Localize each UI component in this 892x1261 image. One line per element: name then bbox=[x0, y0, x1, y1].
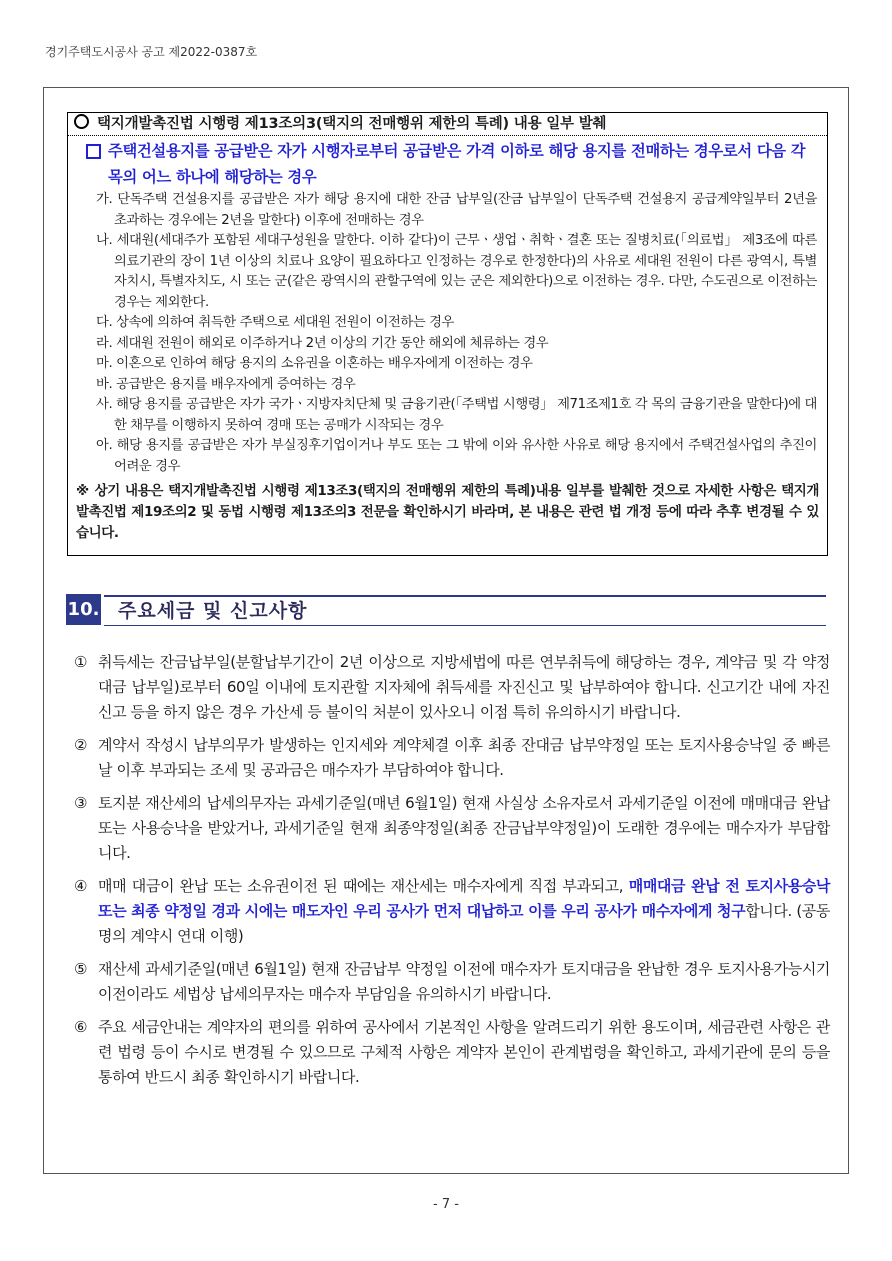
page-number: - 7 - bbox=[433, 1197, 459, 1212]
item-number: ④ bbox=[74, 877, 88, 895]
tax-item bbox=[70, 957, 830, 1007]
checkbox-bullet-icon bbox=[86, 144, 101, 159]
excerpt-item: 다. 상속에 의하여 취득한 주택으로 세대원 전원이 이전하는 경우 bbox=[96, 315, 455, 330]
excerpt-heading bbox=[86, 138, 819, 190]
item-highlight-text: 매매대금 완납 전 토지사용승낙 또는 최종 약정일 경과 시에는 매도자인 우리 공사가 먼저 대납하고 이를 우리 공사가 매수자에게 청구 bbox=[98, 877, 831, 920]
circle-bullet-icon bbox=[74, 114, 89, 129]
item-text: 주요 세금안내는 계약자의 편의를 위하여 공사에서 기본적인 사항을 알려드리기 위한 용도이며, 세금관련 사항은 관련 법령 등이 수시로 변경될 수 있으므로 구체적 사항은 계약자 본인이 관계법령을 확인하고, 과세기관에 문의 등을 통하여 반드시 최종 확인하시기 바랍니다. bbox=[98, 1018, 830, 1086]
tax-item bbox=[70, 874, 830, 949]
excerpt-title bbox=[68, 113, 827, 136]
item-text: 취득세는 잔금납부일(분할납부기간이 2년 이상으로 지방세법에 따른 연부취득에 해당하는 경우, 계약금 및 각 약정대금 납부일)로부터 60일 이내에 토지관할 지자체에 취득세를 자진신고 및 납부하여야 합니다. 신고기간 내에 자진신고 등을 하지 않은 경우 가산세 등 불이익 처분이 있사오니 이점 특히 유의하시기 바랍니다. bbox=[98, 653, 830, 721]
item-number: ⑤ bbox=[74, 960, 88, 978]
section-number-badge: 10. bbox=[66, 594, 101, 625]
tax-item bbox=[70, 733, 830, 783]
section-title: 주요세금 및 신고사항 bbox=[118, 600, 308, 622]
excerpt-heading-text: 주택건설용지를 공급받은 자가 시행자로부터 공급받은 가격 이하로 해당 용지를 전매하는 경우로서 다음 각 목의 어느 하나에 해당하는 경우 bbox=[108, 142, 806, 186]
item-text: 재산세 과세기준일(매년 6월1일) 현재 잔금납부 약정일 이전에 매수자가 토지대금을 완납한 경우 토지사용가능시기 이전이라도 세법상 납세의무자는 매수자 부담임을 유의하시기 바랍니다. bbox=[98, 960, 830, 1003]
excerpt-item: 라. 세대원 전원이 해외로 이주하거나 2년 이상의 기간 동안 해외에 체류하는 경우 bbox=[96, 335, 549, 351]
excerpt-item: 마. 이혼으로 인하여 해당 용지의 소유권을 이혼하는 배우자에게 이전하는 경우 bbox=[96, 356, 533, 371]
excerpt-item: 나. 세대원(세대주가 포함된 세대구성원을 말한다. 이하 같다)이 근무ㆍ생업ㆍ취학ㆍ결혼 또는 질병치료(「의료법」 제3조에 따른 의료기관의 장이 1년 이상의 치료나 요양이 필요하다고 인정하는 경우로 한정한다)의 사유로 세대원 전원이 다른 광역시, 특별자치시, 특별자치도, 시 또는 군(같은 광역시의 관할구역에 있는 군은 제외한다)으로 이전하는 경우. 다만, 수도권으로 이전하는 경우는 제외한다. bbox=[96, 233, 817, 310]
tax-item bbox=[70, 1015, 830, 1090]
item-text: 토지분 재산세의 납세의무자는 과세기준일(매년 6월1일) 현재 사실상 소유자로서 과세기준일 이전에 매매대금 완납 또는 사용승낙을 받았거나, 과세기준일 현재 최종약정일(최종 잔금납부약정일)이 도래한 경우에는 매수자가 부담합니다. bbox=[98, 794, 830, 862]
item-number: ② bbox=[74, 736, 88, 754]
excerpt-item: 가. 단독주택 건설용지를 공급받은 자가 해당 용지에 대한 잔금 납부일(잔금 납부일이 단독주택 건설용지 공급계약일부터 2년을 초과하는 경우에는 2년을 말한다) 이후에 전매하는 경우 bbox=[96, 192, 817, 228]
item-text: 매매 대금이 완납 또는 소유권이전 된 때에는 재산세는 매수자에게 직접 부과되고, bbox=[98, 877, 629, 895]
law-excerpt-box bbox=[67, 112, 828, 556]
excerpt-item: 바. 공급받은 용지를 배우자에게 증여하는 경우 bbox=[96, 376, 356, 392]
section-heading bbox=[66, 592, 826, 628]
excerpt-title-text: 택지개발촉진법 시행령 제13조의3(택지의 전매행위 제한의 특례) 내용 일부 발췌 bbox=[97, 116, 607, 132]
tax-item bbox=[70, 791, 830, 866]
item-text: 계약서 작성시 납부의무가 발생하는 인지세와 계약체결 이후 최종 잔대금 납부약정일 또는 토지사용승낙일 중 빠른 날 이후 부과되는 조세 및 공과금은 매수자가 부담하여야 합니다. bbox=[98, 736, 830, 779]
item-text-tail: 합니다. (공동명의 계약시 연대 이행) bbox=[98, 902, 830, 945]
tax-list bbox=[70, 650, 830, 1098]
section-rule-bottom bbox=[104, 625, 826, 626]
excerpt-note: ※ 상기 내용은 택지개발촉진법 시행령 제13조3(택지의 전매행위 제한의 특례)내용 일부를 발췌한 것으로 자세한 사항은 택지개발촉진법 제19조의2 및 동법 시행령 제13조의3 전문을 확인하시기 바라며, 본 내용은 관련 법 개정 등에 따라 추후 변경될 수 있습니다. bbox=[76, 483, 819, 541]
document-header: 경기주택도시공사 공고 제2022-0387호 bbox=[45, 45, 258, 59]
item-number: ① bbox=[74, 653, 88, 671]
excerpt-item: 아. 해당 용지를 공급받은 자가 부실징후기업이거나 부도 또는 그 밖에 이와 유사한 사유로 해당 용지에서 주택건설사업의 추진이 어려운 경우 bbox=[96, 438, 817, 474]
tax-item bbox=[70, 650, 830, 725]
excerpt-item: 사. 해당 용지를 공급받은 자가 국가ㆍ지방자치단체 및 금융기관(「주택법 시행령」 제71조제1호 각 목의 금융기관을 말한다)에 대한 채무를 이행하지 못하여 경매 또는 공매가 시작되는 경우 bbox=[96, 397, 817, 433]
item-number: ⑥ bbox=[74, 1018, 88, 1036]
item-number: ③ bbox=[74, 794, 88, 812]
